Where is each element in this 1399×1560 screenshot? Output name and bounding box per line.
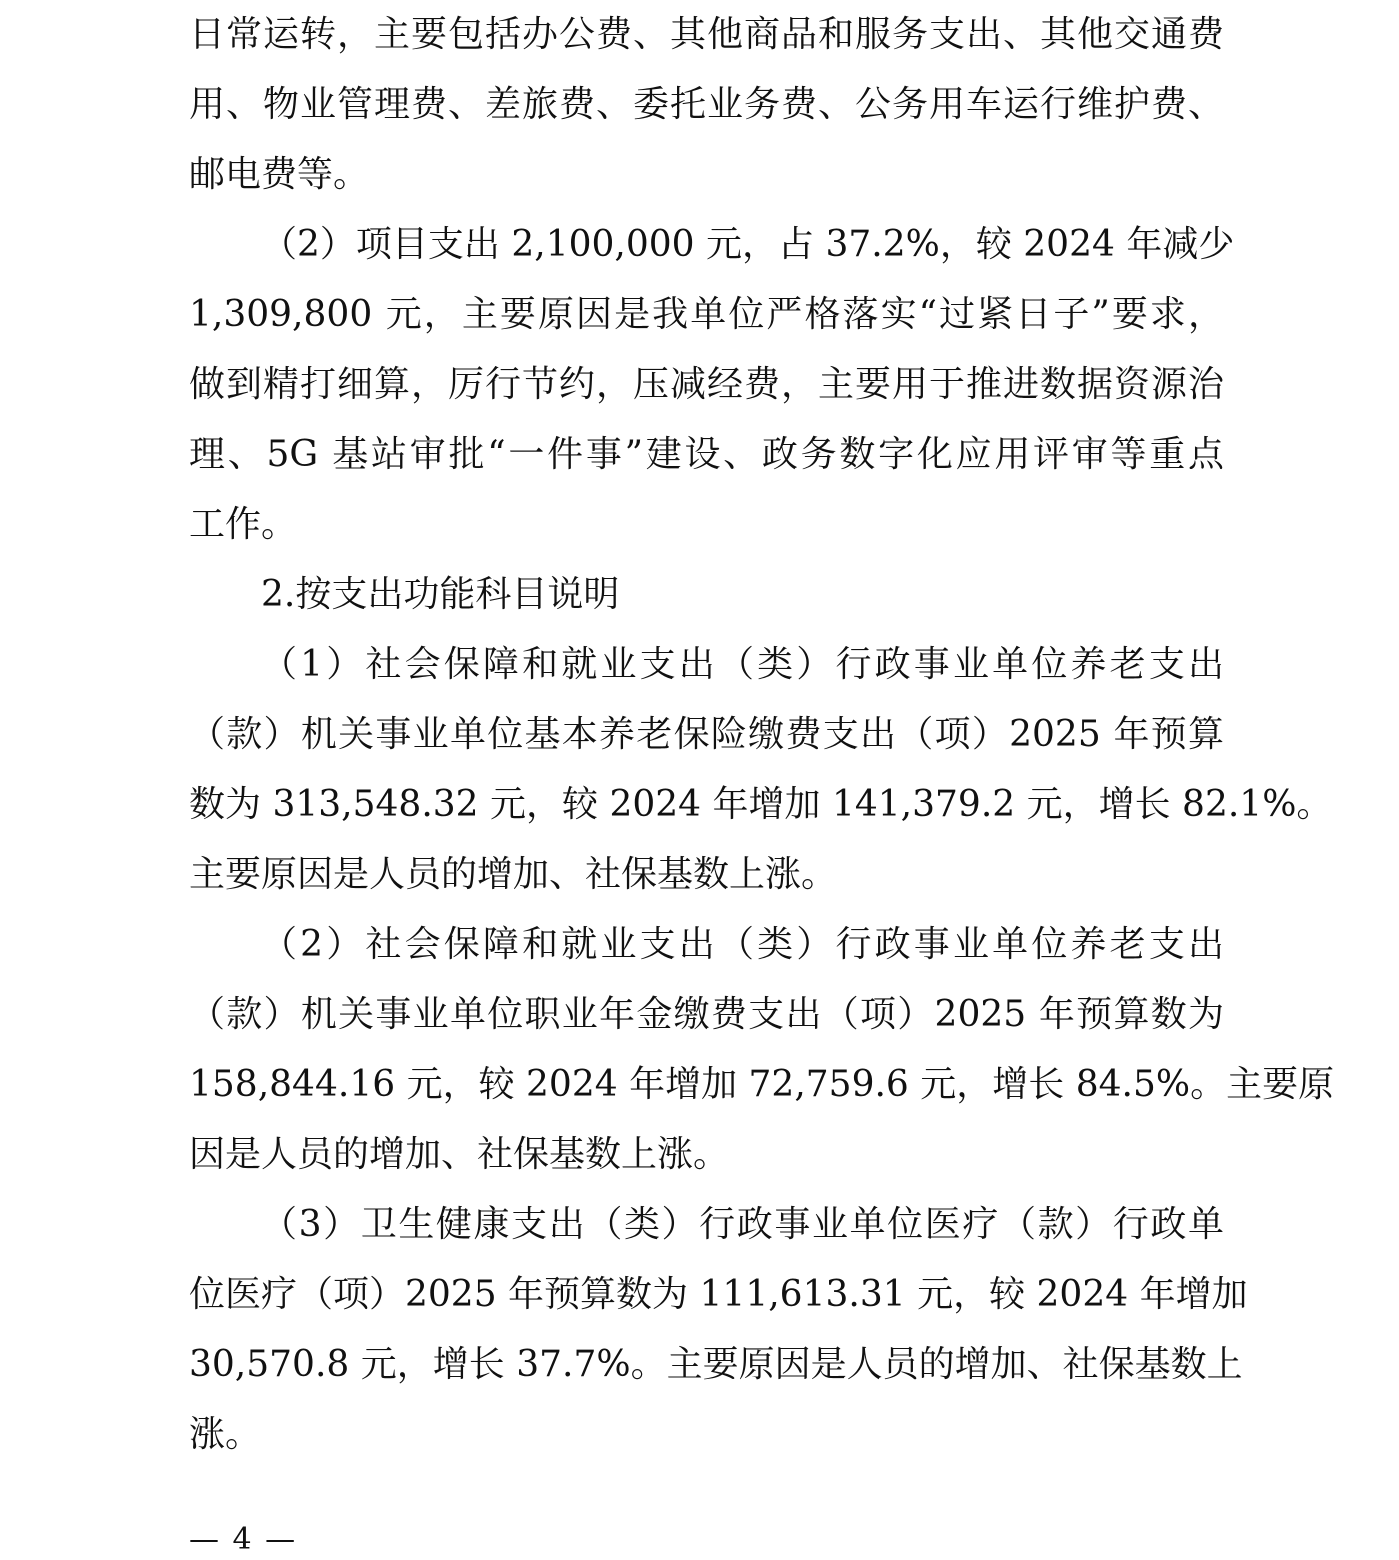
text-line: （款）机关事业单位职业年金缴费支出（项）2025 年预算数为 (189, 994, 1224, 1035)
text-line: 30,570.8 元，增长 37.7%。主要原因是人员的增加、社保基数上 (189, 1344, 1243, 1385)
text-line: 1,309,800 元，主要原因是我单位严格落实“过紧日子”要求， (189, 294, 1224, 335)
text-line: （款）机关事业单位基本养老保险缴费支出（项）2025 年预算 (189, 714, 1224, 755)
text-line: （2）社会保障和就业支出（类）行政事业单位养老支出 (261, 924, 1224, 965)
text-line: 因是人员的增加、社保基数上涨。 (189, 1134, 730, 1175)
paragraph (189, 0, 1224, 210)
section-heading (189, 560, 1224, 630)
text-line: 工作。 (189, 504, 298, 545)
paragraph (189, 630, 1333, 910)
paragraph (189, 910, 1335, 1190)
text-line: 158,844.16 元，较 2024 年增加 72,759.6 元，增长 84.5%。主要原 (189, 1064, 1335, 1105)
paragraph (189, 210, 1235, 560)
text-line: 位医疗（项）2025 年预算数为 111,613.31 元，较 2024 年增加 (189, 1274, 1248, 1315)
page-number: — 4 — (189, 1522, 298, 1557)
text-line: 日常运转，主要包括办公费、其他商品和服务支出、其他交通费 (189, 14, 1224, 55)
text-line: 涨。 (189, 1414, 262, 1455)
text-line: 数为 313,548.32 元，较 2024 年增加 141,379.2 元，增长 82.1%。 (189, 784, 1333, 825)
text-line: 主要原因是人员的增加、社保基数上涨。 (189, 854, 838, 895)
text-line: 做到精打细算，厉行节约，压减经费，主要用于推进数据资源治 (189, 364, 1224, 405)
text-line: （3）卫生健康支出（类）行政事业单位医疗（款）行政单 (261, 1204, 1224, 1245)
document-body (189, 0, 1335, 1470)
paragraph (189, 1190, 1248, 1470)
text-line: 2.按支出功能科目说明 (261, 574, 620, 615)
text-line: （2）项目支出 2,100,000 元，占 37.2%，较 2024 年减少 (261, 224, 1235, 265)
text-line: 用、物业管理费、差旅费、委托业务费、公务用车运行维护费、 (189, 84, 1224, 125)
text-line: 邮电费等。 (189, 154, 370, 195)
text-line: （1）社会保障和就业支出（类）行政事业单位养老支出 (261, 644, 1224, 685)
text-line: 理、5G 基站审批“一件事”建设、政务数字化应用评审等重点 (189, 434, 1224, 475)
